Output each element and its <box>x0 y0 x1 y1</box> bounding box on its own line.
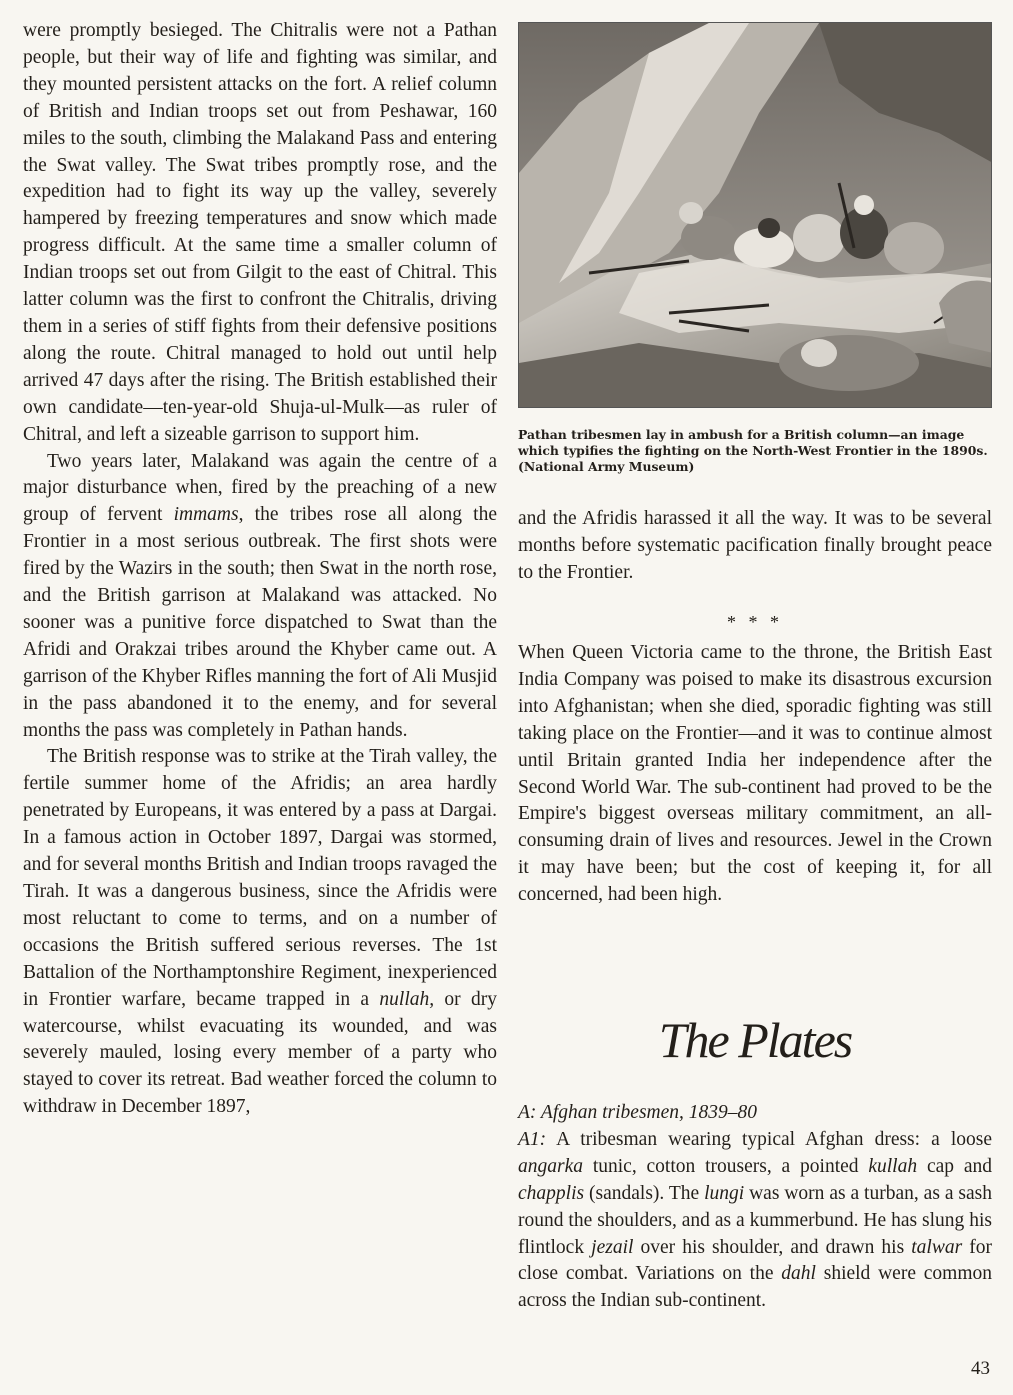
plate-label: A1: <box>518 1128 547 1150</box>
right-text-column-top <box>518 506 992 587</box>
plates-text-column <box>518 1100 992 1315</box>
left-text-column <box>23 18 497 1121</box>
ambush-illustration-drawing <box>519 23 992 408</box>
figure-caption: Pathan tribesmen lay in ambush for a British column—an image which typifies the fighting on the North-West Frontier in the 1890s. (National Army Museum) <box>518 427 988 474</box>
section-separator: * * * <box>727 612 783 632</box>
paragraph: and the Afridis harassed it all the way. It was to be several months before systematic pacification finally brought peace to the Frontier. <box>518 508 992 583</box>
plates-section-title: The Plates <box>658 1012 852 1068</box>
right-text-column-bottom <box>518 640 992 909</box>
paragraph: Two years later, Malakand was again the centre of a major disturbance when, fired by the preaching of a new group of fervent immams, the tribes rose all along the Frontier in a most serious outbreak. The first shots were fired by the Wazirs in the south; then Swat in the north rose, and the British garrison at Malakand was attacked. No sooner was a punitive force dispatched to Swat than the Afridi and Orakzai tribes around the Khyber came out. A garrison of the Khyber Rifles manning the fort of Ali Musjid in the pass abandoned it to the enemy, and for several months the pass was completely in Pathan hands. <box>23 450 497 741</box>
paragraph: were promptly besieged. The Chitralis were not a Pathan people, but their way of life and fighting was similar, and they mounted persistent attacks on the fort. A relief column of British and Indian troops set out from Peshawar, 160 miles to the south, climbing the Malakand Pass and entering the Swat valley. The Swat tribes promptly rose, and the expedition had to fight its way up the valley, severely hampered by freezing temperatures and snow which made progress difficult. At the same time a smaller column of Indian troops set out from Gilgit to the east of Chitral. This latter column was the first to confront the Chitralis, driving them in a series of stiff fights from their defensive positions along the route. Chitral managed to hold out until help arrived 47 days after the rising. The British established their own candidate—ten-year-old Shuja-ul-Mulk—as ruler of Chitral, and left a sizeable garrison to support him. <box>23 20 497 445</box>
ambush-illustration <box>518 22 992 408</box>
paragraph: The British response was to strike at the Tirah valley, the fertile summer home of the Afridis; an area hardly penetrated by Europeans, it was entered by a pass at Dargai. In a famous action in October 1897, Dargai was stormed, and for several months British and Indian troops ravaged the Tirah. It was a dangerous business, since the Afridis were most reluctant to come to terms, and on a number of occasions the British suffered serious reverses. The 1st Battalion of the Northamptonshire Regiment, inexperienced in Frontier warfare, became trapped in a nullah, or dry watercourse, whilst evacuating its wounded, and was severely mauled, losing every member of a party who stayed to cover its retreat. Bad weather forced the column to withdraw in December 1897, <box>23 746 497 1118</box>
paragraph: When Queen Victoria came to the throne, the British East India Company was poised to make its disastrous excursion into Afghanistan; when she died, sporadic fighting was still taking place on the Frontier—and it was to continue almost until Britain granted India her independence after the Second World War. The sub-continent had proved to be the Empire's biggest overseas military commitment, an all-consuming drain of lives and resources. Jewel in the Crown it may have been; but the cost of keeping it, for all concerned, had been high. <box>518 642 992 906</box>
page-number: 43 <box>971 1358 990 1379</box>
plate-heading: A: Afghan tribesmen, 1839–80 <box>518 1102 758 1123</box>
italic-term: immams <box>173 504 239 526</box>
italic-term: nullah, <box>379 988 435 1010</box>
plate-description: A1: A tribesman wearing typical Afghan dress: a loose angarka tunic, cotton trousers, a pointed kullah cap and chapplis (sandals). The lungi was worn as a turban, as a sash round the shoulders, and as a kummerbund. He has slung his flintlock jezail over his shoulder, and drawn his talwar for close combat. Variations on the dahl shield were common across the Indian sub-continent. <box>518 1128 993 1312</box>
